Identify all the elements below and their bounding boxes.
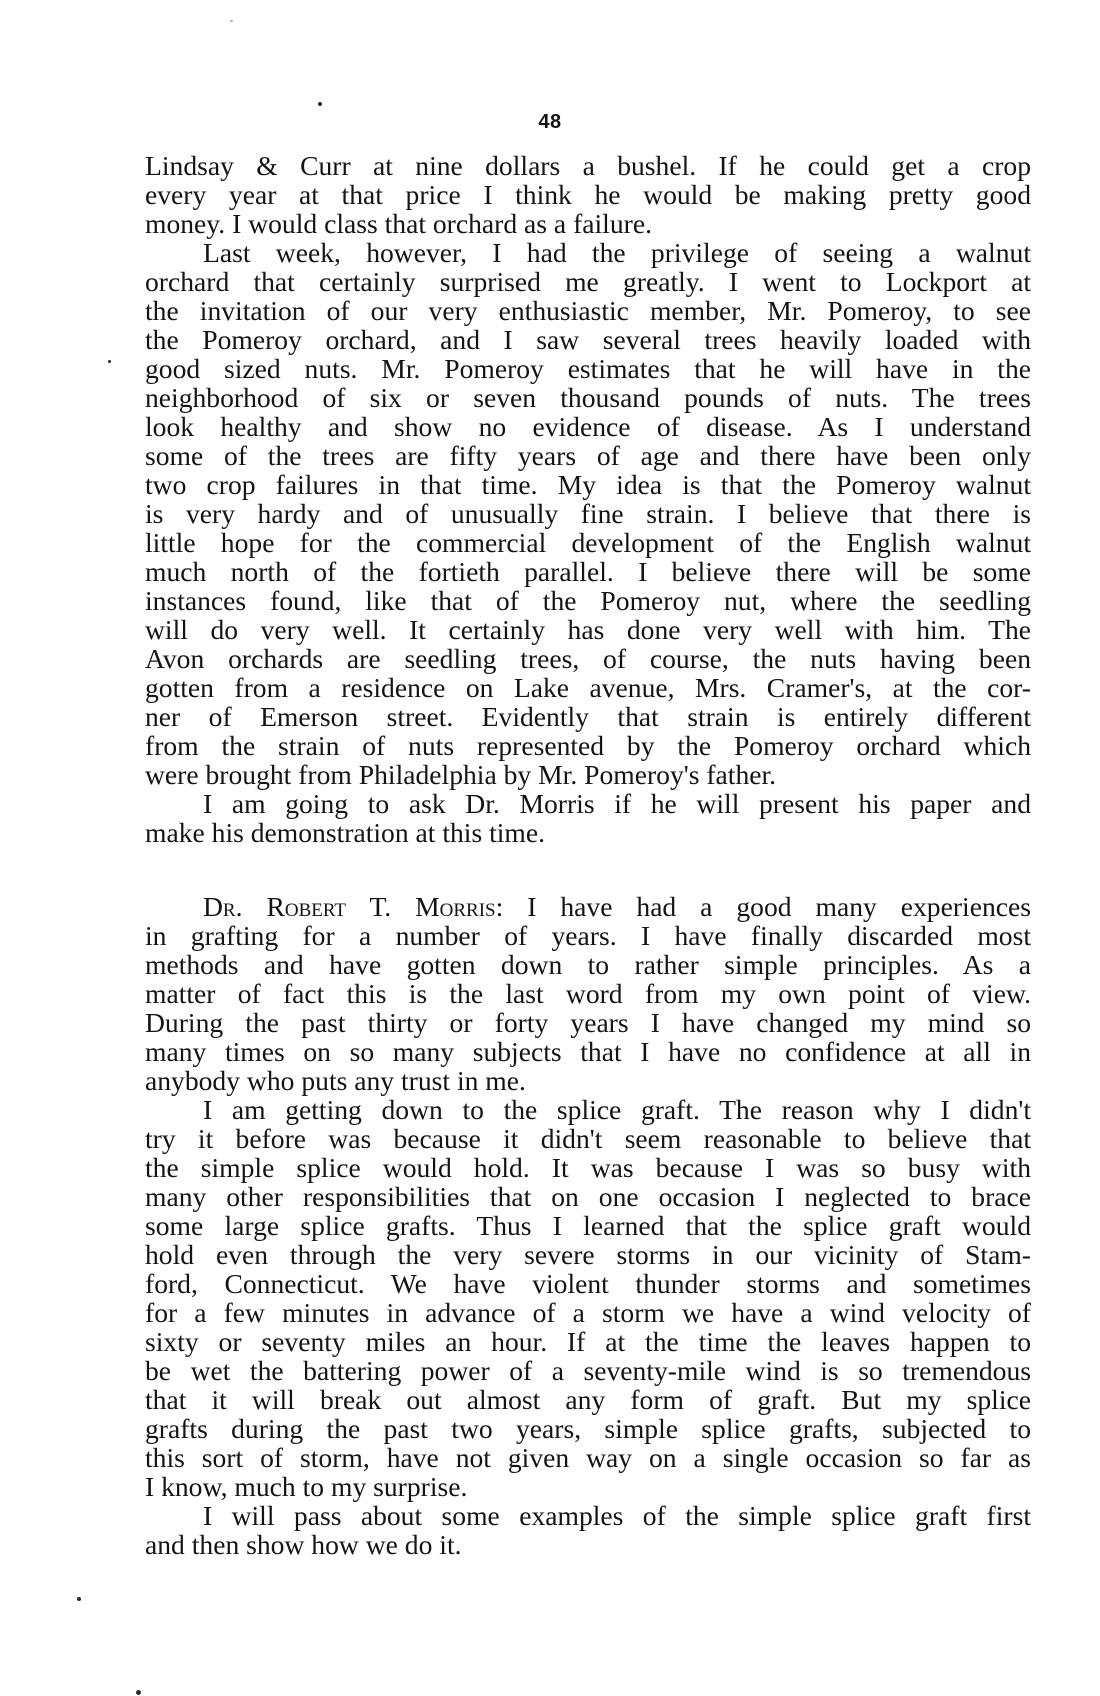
page-number: 48 (538, 111, 562, 133)
scan-speck (230, 20, 233, 22)
text-line: ford, Connecticut. We have violent thunder storms and sometimes (145, 1268, 1031, 1299)
scan-speck (77, 1597, 81, 1601)
scan-speck (136, 1690, 141, 1695)
text-line: anybody who puts any trust in me. (145, 1065, 526, 1096)
text-line: in grafting for a number of years. I have finally discarded most (145, 920, 1031, 951)
text-line: little hope for the commercial development of the English walnut (145, 527, 1031, 558)
text-line: Avon orchards are seedling trees, of course, the nuts having been (145, 643, 1031, 674)
text-line: money. I would class that orchard as a failure. (145, 208, 652, 239)
text-line: some large splice grafts. Thus I learned that the splice graft would (145, 1210, 1031, 1241)
text-line: methods and have gotten down to rather simple principles. As a (145, 949, 1031, 980)
text-line: the simple splice would hold. It was because I was so busy with (145, 1152, 1031, 1183)
scan-speck (318, 102, 322, 106)
text-line: sixty or seventy miles an hour. If at the time the leaves happen to (145, 1326, 1031, 1357)
text-line: look healthy and show no evidence of disease. As I understand (145, 411, 1031, 442)
text-line: grafts during the past two years, simple splice grafts, subjected to (145, 1413, 1031, 1444)
text-line: gotten from a residence on Lake avenue, Mrs. Cramer's, at the cor- (145, 672, 1031, 703)
speaker-name: Dr. Robert T. Morris: (203, 891, 504, 922)
text-line: many other responsibilities that on one occasion I neglected to brace (145, 1181, 1031, 1212)
text-line: good sized nuts. Mr. Pomeroy estimates that he will have in the (145, 353, 1031, 384)
text-line: were brought from Philadelphia by Mr. Pomeroy's father. (145, 759, 777, 790)
text-line: is very hardy and of unusually fine strain. I believe that there is (145, 498, 1031, 529)
text-line: make his demonstration at this time. (145, 817, 546, 848)
text-line: I will pass about some examples of the simple splice graft first (203, 1500, 1031, 1531)
text-line: that it will break out almost any form of graft. But my splice (145, 1384, 1031, 1415)
text-line: the invitation of our very enthusiastic member, Mr. Pomeroy, to see (145, 295, 1031, 326)
text-line: this sort of storm, have not given way on a single occasion so far as (145, 1442, 1031, 1473)
text-line: orchard that certainly surprised me greatly. I went to Lockport at (145, 266, 1031, 297)
text-line: from the strain of nuts represented by the Pomeroy orchard which (145, 730, 1031, 761)
text-line: I am going to ask Dr. Morris if he will present his paper and (203, 788, 1031, 819)
text-line: instances found, like that of the Pomeroy nut, where the seedling (145, 585, 1031, 616)
text-line: matter of fact this is the last word from my own point of view. (145, 978, 1031, 1009)
scan-speck (108, 360, 111, 363)
speaker-text: I have had a good many experiences (527, 891, 1031, 922)
text-line: Last week, however, I had the privilege of seeing a walnut (203, 237, 1031, 268)
text-line: I am getting down to the splice graft. The reason why I didn't (203, 1094, 1031, 1125)
text-line: the Pomeroy orchard, and I saw several trees heavily loaded with (145, 324, 1031, 355)
text-line: every year at that price I think he would be making pretty good (145, 179, 1031, 210)
speaker-line (203, 892, 1031, 922)
text-line: two crop failures in that time. My idea is that the Pomeroy walnut (145, 469, 1031, 500)
text-line: for a few minutes in advance of a storm we have a wind velocity of (145, 1297, 1031, 1328)
text-line: many times on so many subjects that I have no confidence at all in (145, 1036, 1031, 1067)
text-line: and then show how we do it. (145, 1529, 462, 1560)
text-line: neighborhood of six or seven thousand pounds of nuts. The trees (145, 382, 1031, 413)
text-line: During the past thirty or forty years I have changed my mind so (145, 1007, 1031, 1038)
text-line: some of the trees are fifty years of age and there have been only (145, 440, 1031, 471)
text-line: I know, much to my surprise. (145, 1471, 468, 1502)
text-line: be wet the battering power of a seventy-mile wind is so tremendous (145, 1355, 1031, 1386)
text-line: try it before was because it didn't seem reasonable to believe that (145, 1123, 1031, 1154)
text-line: Lindsay & Curr at nine dollars a bushel. If he could get a crop (145, 150, 1031, 181)
text-line: much north of the fortieth parallel. I believe there will be some (145, 556, 1031, 587)
text-line: hold even through the very severe storms in our vicinity of Stam- (145, 1239, 1031, 1270)
text-line: ner of Emerson street. Evidently that strain is entirely different (145, 701, 1031, 732)
text-line: will do very well. It certainly has done very well with him. The (145, 614, 1031, 645)
